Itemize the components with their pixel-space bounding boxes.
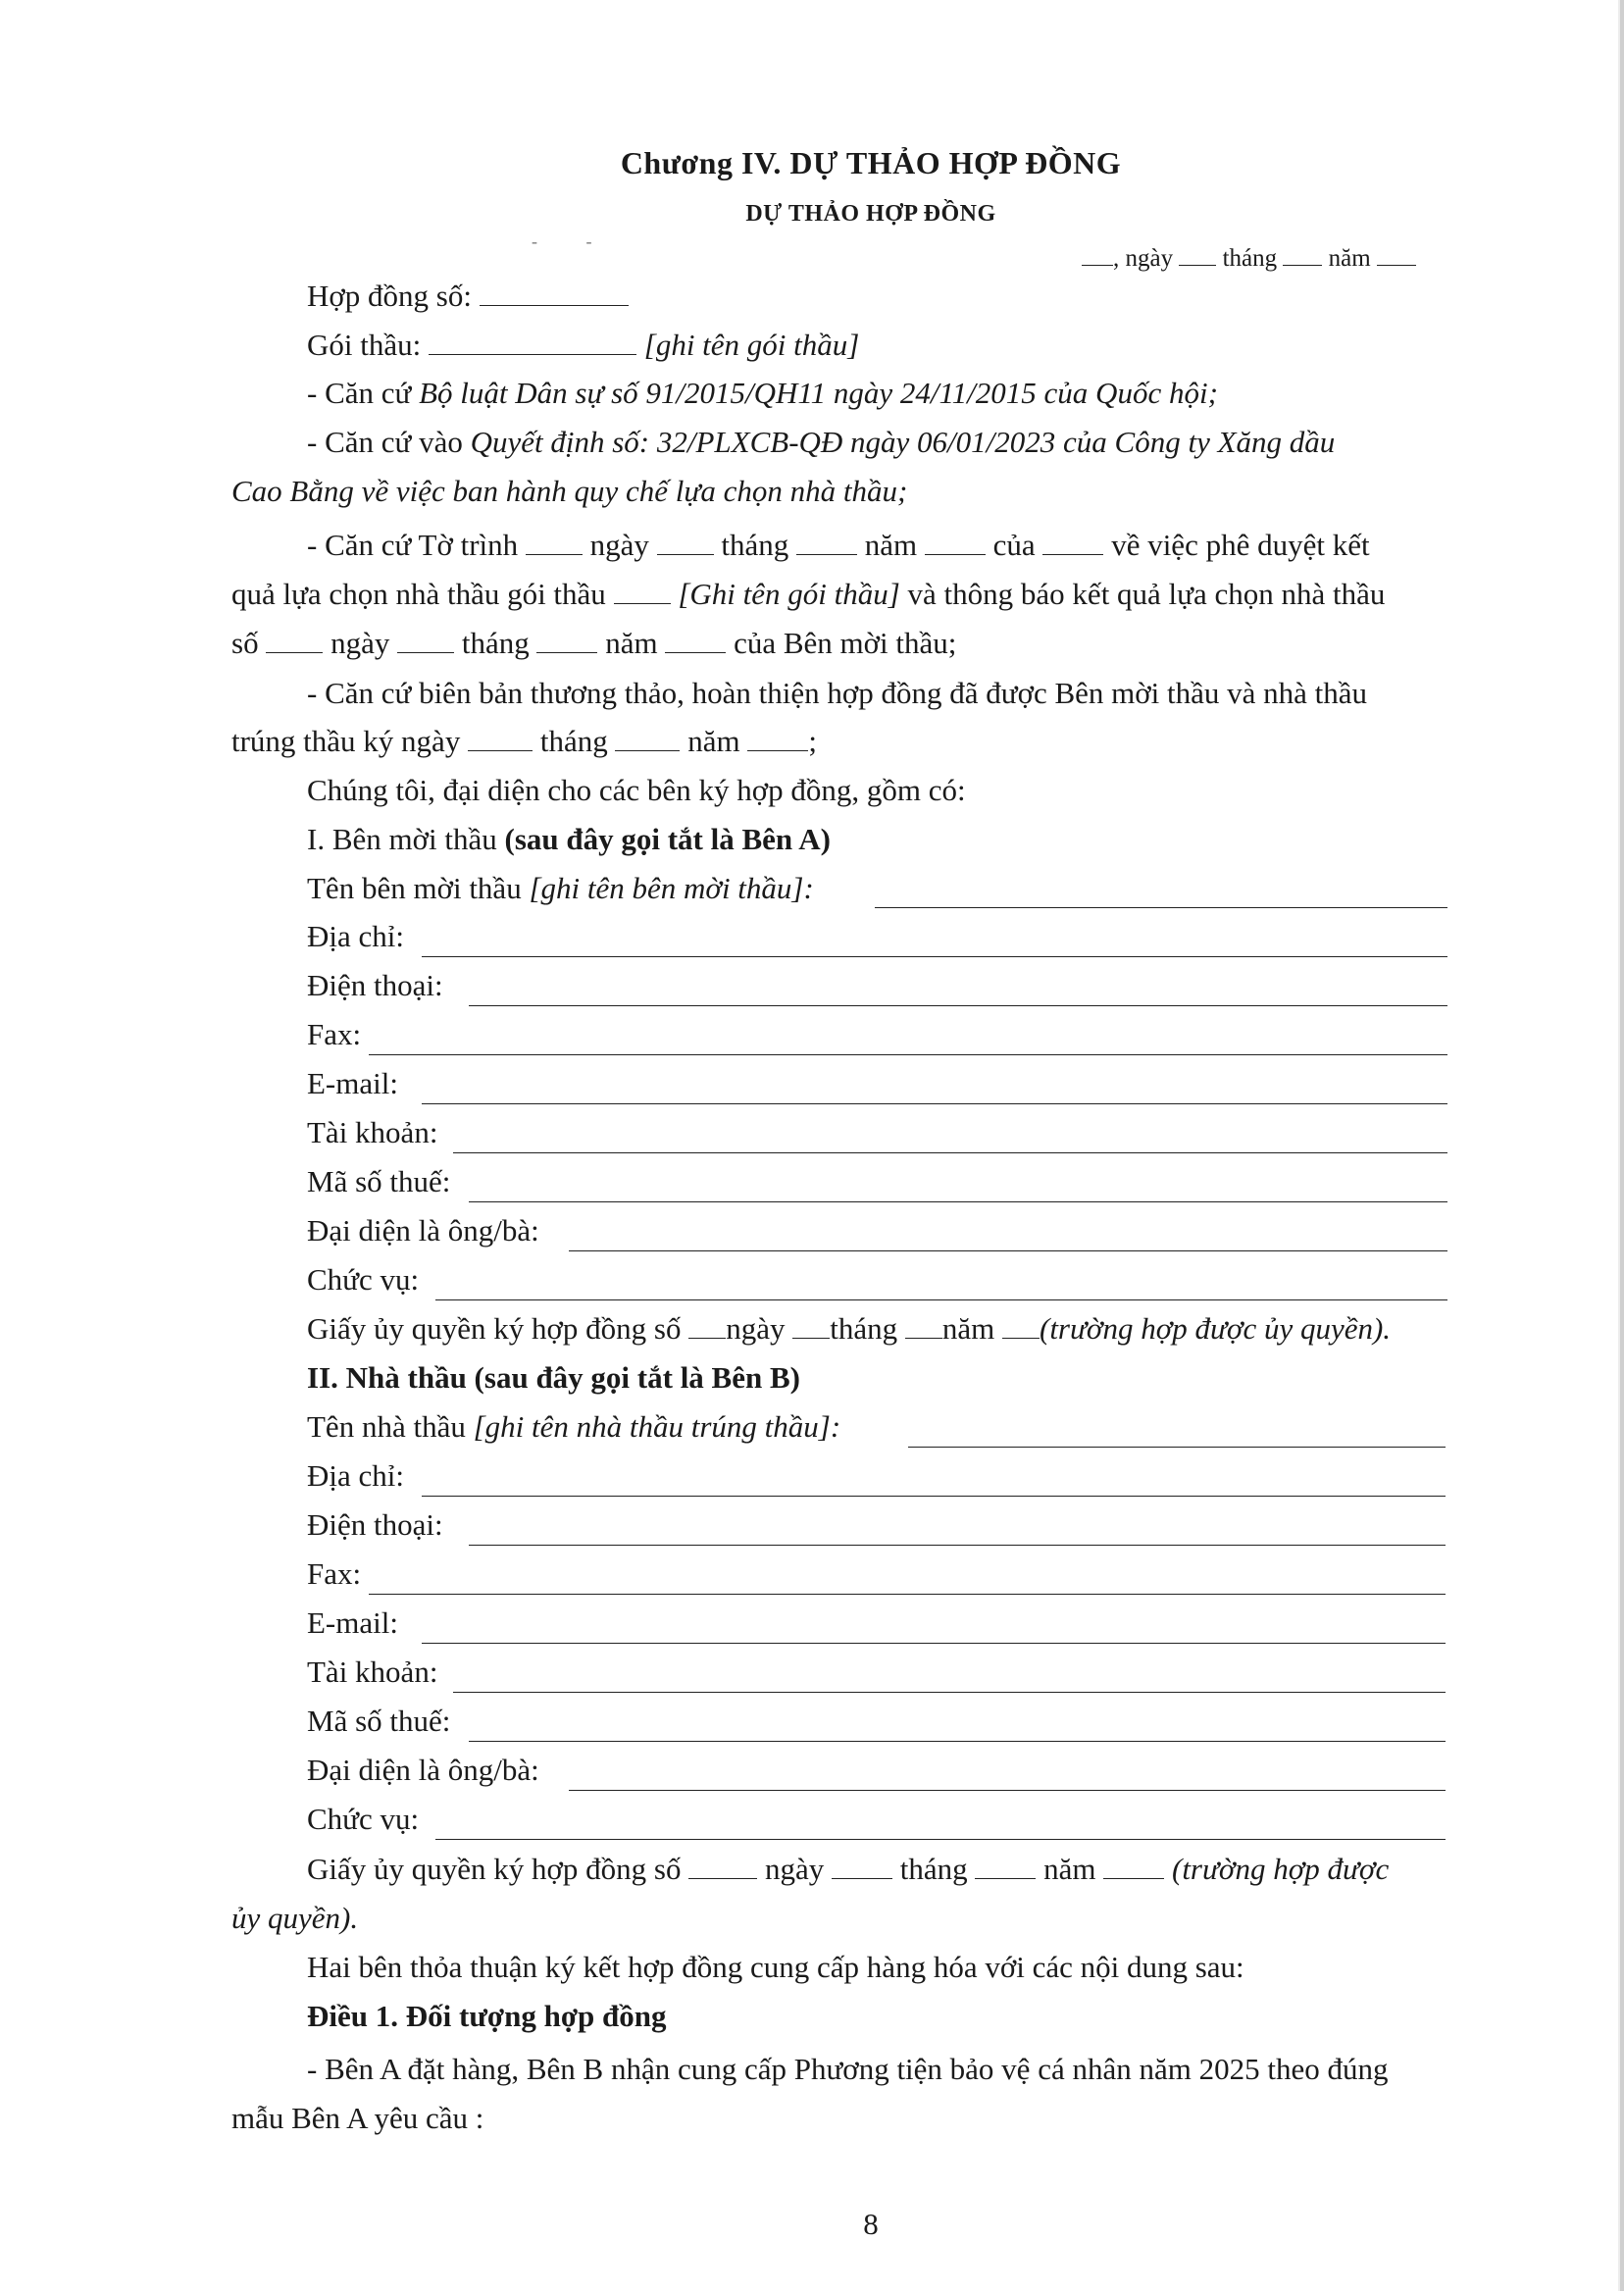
- party-a-tax-label: Mã số thuế:: [307, 1164, 451, 1198]
- party-b-address-label: Địa chỉ:: [307, 1458, 404, 1493]
- party-a-position-label: Chức vụ:: [307, 1262, 420, 1297]
- party-a-name-field[interactable]: [875, 907, 1447, 908]
- basis-submission-line-1: - Căn cứ Tờ trình ngày tháng năm của về việc phê duyệt kết: [307, 528, 1370, 562]
- agreement-statement: Hai bên thỏa thuận ký kết hợp đồng cung cấp hàng hóa với các nội dung sau:: [307, 1950, 1244, 1984]
- party-b-rep-label: Đại diện là ông/bà:: [307, 1753, 539, 1787]
- party-b-tax-label: Mã số thuế:: [307, 1704, 451, 1738]
- party-b-rep-field[interactable]: [569, 1790, 1446, 1791]
- party-a-address-field[interactable]: [422, 956, 1447, 957]
- party-b-authorization-cont: ủy quyền).: [231, 1901, 359, 1935]
- party-b-name-label: Tên nhà thầu [ghi tên nhà thầu trúng thầu]:: [307, 1409, 841, 1444]
- page-number: 8: [863, 2207, 879, 2241]
- party-a-fax-field[interactable]: [369, 1054, 1447, 1055]
- basis-decision-line-1: - Căn cứ vào Quyết định số: 32/PLXCB-QĐ ngày 06/01/2023 của Công ty Xăng dầu: [307, 425, 1336, 459]
- article-1-heading: Điều 1. Đối tượng hợp đồng: [307, 1999, 667, 2033]
- party-a-tax-field[interactable]: [469, 1201, 1447, 1202]
- parties-intro: Chúng tôi, đại diện cho các bên ký hợp đồng, gồm có:: [307, 773, 966, 807]
- party-b-phone-field[interactable]: [469, 1545, 1446, 1546]
- party-b-email-label: E-mail:: [307, 1605, 398, 1640]
- basis-civil-code: - Căn cứ Bộ luật Dân sự số 91/2015/QH11 ngày 24/11/2015 của Quốc hội;: [307, 376, 1218, 410]
- party-b-position-label: Chức vụ:: [307, 1802, 420, 1836]
- chapter-title: Chương IV. DỰ THẢO HỢP ĐỒNG: [620, 145, 1122, 180]
- page-edge-highlight: [1618, 0, 1620, 2291]
- basis-submission-line-2: quả lựa chọn nhà thầu gói thầu [Ghi tên gói thầu] và thông báo kết quả lựa chọn nhà thầu: [231, 577, 1386, 611]
- party-b-tax-field[interactable]: [469, 1741, 1446, 1742]
- party-a-fax-label: Fax:: [307, 1017, 362, 1051]
- party-a-account-label: Tài khoản:: [307, 1115, 438, 1149]
- party-b-name-field[interactable]: [908, 1447, 1446, 1448]
- basis-negotiation-line-2: trúng thầu ký ngày tháng năm ;: [231, 724, 817, 758]
- party-b-account-label: Tài khoản:: [307, 1655, 438, 1689]
- party-b-heading: II. Nhà thầu (sau đây gọi tắt là Bên B): [307, 1360, 800, 1395]
- document-subtitle: DỰ THẢO HỢP ĐỒNG: [745, 201, 996, 227]
- party-b-authorization: Giấy ủy quyền ký hợp đồng số ngày tháng năm (trường hợp được: [307, 1852, 1390, 1886]
- party-a-position-field[interactable]: [435, 1299, 1447, 1300]
- party-b-email-field[interactable]: [422, 1643, 1446, 1644]
- page-edge-shadow: [1620, 0, 1624, 2291]
- article-1-para-line-2: mẫu Bên A yêu cầu :: [231, 2101, 484, 2135]
- party-b-phone-label: Điện thoại:: [307, 1507, 443, 1542]
- party-a-name-label: Tên bên mời thầu [ghi tên bên mời thầu]:: [307, 871, 814, 905]
- party-a-authorization: Giấy ủy quyền ký hợp đồng số ngày tháng năm (trường hợp được ủy quyền).: [307, 1311, 1392, 1346]
- article-1-para-line-1: - Bên A đặt hàng, Bên B nhận cung cấp Phương tiện bảo vệ cá nhân năm 2025 theo đúng: [307, 2052, 1389, 2086]
- party-b-fax-label: Fax:: [307, 1556, 362, 1591]
- basis-decision-line-2: Cao Bằng về việc ban hành quy chế lựa chọn nhà thầu;: [231, 474, 908, 508]
- party-a-phone-label: Điện thoại:: [307, 968, 443, 1002]
- contract-number-line: Hợp đồng số:: [307, 277, 629, 316]
- basis-negotiation-line-1: - Căn cứ biên bản thương thảo, hoàn thiện hợp đồng đã được Bên mời thầu và nhà thầu: [307, 676, 1368, 710]
- scan-speck: - -: [532, 231, 592, 251]
- party-b-fax-field[interactable]: [369, 1594, 1446, 1595]
- party-a-email-label: E-mail:: [307, 1066, 398, 1100]
- party-a-email-field[interactable]: [422, 1103, 1447, 1104]
- party-a-rep-label: Đại diện là ông/bà:: [307, 1213, 539, 1247]
- party-b-position-field[interactable]: [435, 1839, 1446, 1840]
- date-line: , ngày tháng năm: [1082, 239, 1416, 279]
- party-b-address-field[interactable]: [422, 1496, 1446, 1497]
- party-a-heading: I. Bên mời thầu (sau đây gọi tắt là Bên A): [307, 822, 831, 856]
- party-b-account-field[interactable]: [453, 1692, 1446, 1693]
- party-a-rep-field[interactable]: [569, 1250, 1447, 1251]
- party-a-account-field[interactable]: [453, 1152, 1447, 1153]
- package-line: Gói thầu: [ghi tên gói thầu]: [307, 328, 860, 362]
- party-a-address-label: Địa chỉ:: [307, 919, 404, 953]
- basis-submission-line-3: số ngày tháng năm của Bên mời thầu;: [231, 626, 957, 660]
- party-a-phone-field[interactable]: [469, 1005, 1447, 1006]
